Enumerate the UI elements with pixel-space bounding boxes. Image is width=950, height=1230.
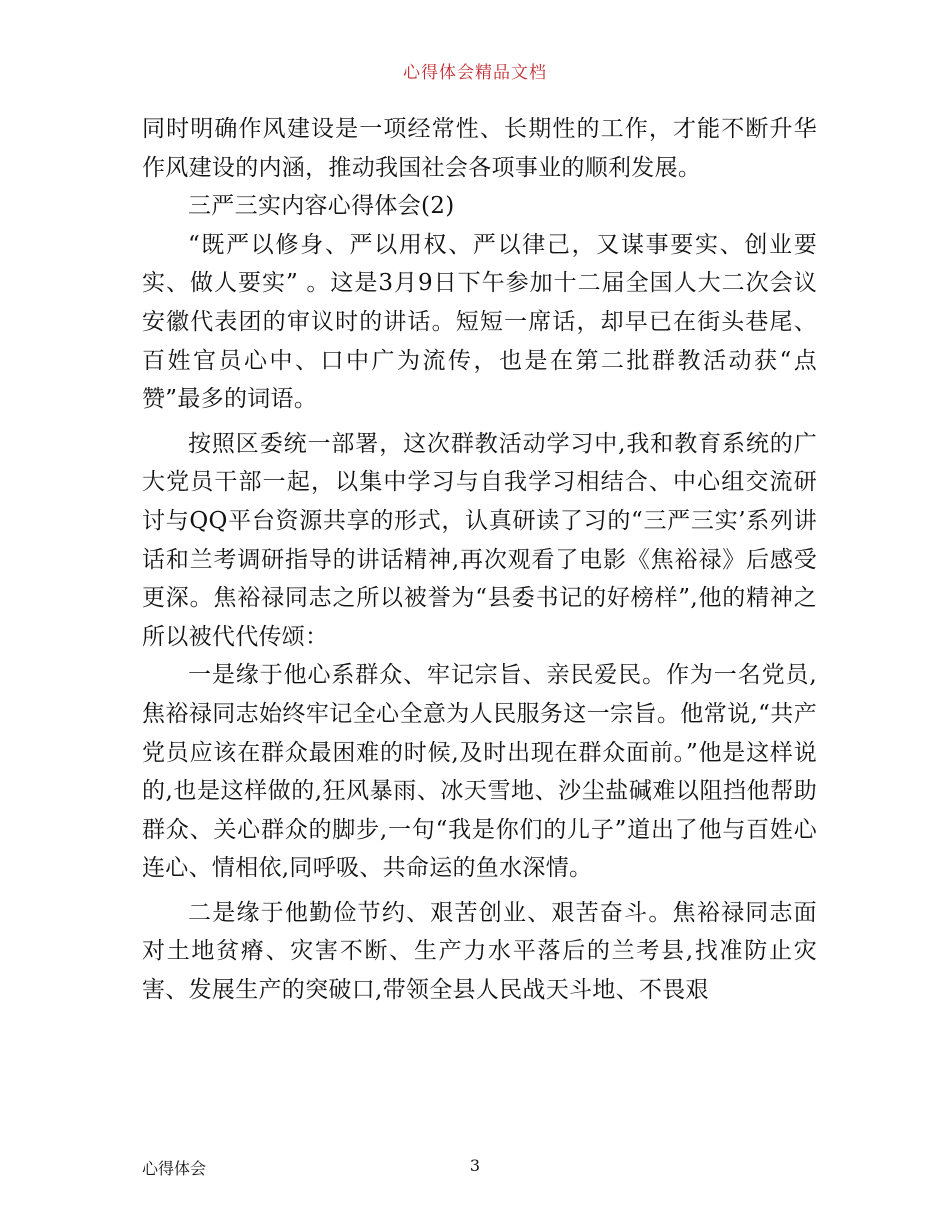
- paragraph-point-one: 一是缘于他心系群众、牢记宗旨、亲民爱民。作为一名党员,焦裕禄同志始终牢记全心全意为人民服务这一宗旨。他常说,“共产党员应该在群众最困难的时候,及时出现在群众面前。”他是这样说的,也是这样做的,狂风暴雨、冰天雪地、沙尘盐碱难以阻挡他帮助群众、关心群众的脚步,一句“我是你们的儿子”道出了他与百姓心连心、情相依,同呼吸、共命运的鱼水深情。: [142, 662, 817, 882]
- paragraph-point-two: 二是缘于他勤俭节约、艰苦创业、艰苦奋斗。焦裕禄同志面对土地贫瘠、灾害不断、生产力水平落后的兰考县,找准防止灾害、发展生产的突破口,带领全县人民战天斗地、不畏艰: [142, 899, 817, 1004]
- paragraph-quote: “既严以修身、严以用权、严以律己，又谋事要实、创业要实、做人要实” 。这是3月9日下午参加十二届全国人大二次会议安徽代表团的审议时的讲话。短短一席话，却早已在街头巷尾、百姓官员心中、口中广为流传，也是在第二批群教活动获“点赞”最多的词语。: [142, 231, 817, 413]
- section-heading: 三严三实内容心得体会(2): [188, 193, 455, 220]
- footer-label: 心得体会: [142, 1159, 207, 1178]
- page-number: 3: [469, 1156, 481, 1175]
- paragraph-continuation: 同时明确作风建设是一项经常性、长期性的工作，才能不断升华作风建设的内涵，推动我国社会各项事业的顺利发展。: [142, 116, 817, 181]
- document-body: [142, 110, 817, 1010]
- paragraph-study: 按照区委统一部署，这次群教活动学习中,我和教育系统的广大党员干部一起，以集中学习与自我学习相结合、中心组交流研讨与QQ平台资源共享的形式，认真研读了习的“三严三实’系列讲话和兰考调研指导的讲话精神,再次观看了电影《焦裕禄》后感受更深。焦裕禄同志之所以被誉为“县委书记的好榜样”,他的精神之所以被代代传颂：: [142, 430, 817, 650]
- page-header-title: 心得体会精品文档: [403, 63, 547, 83]
